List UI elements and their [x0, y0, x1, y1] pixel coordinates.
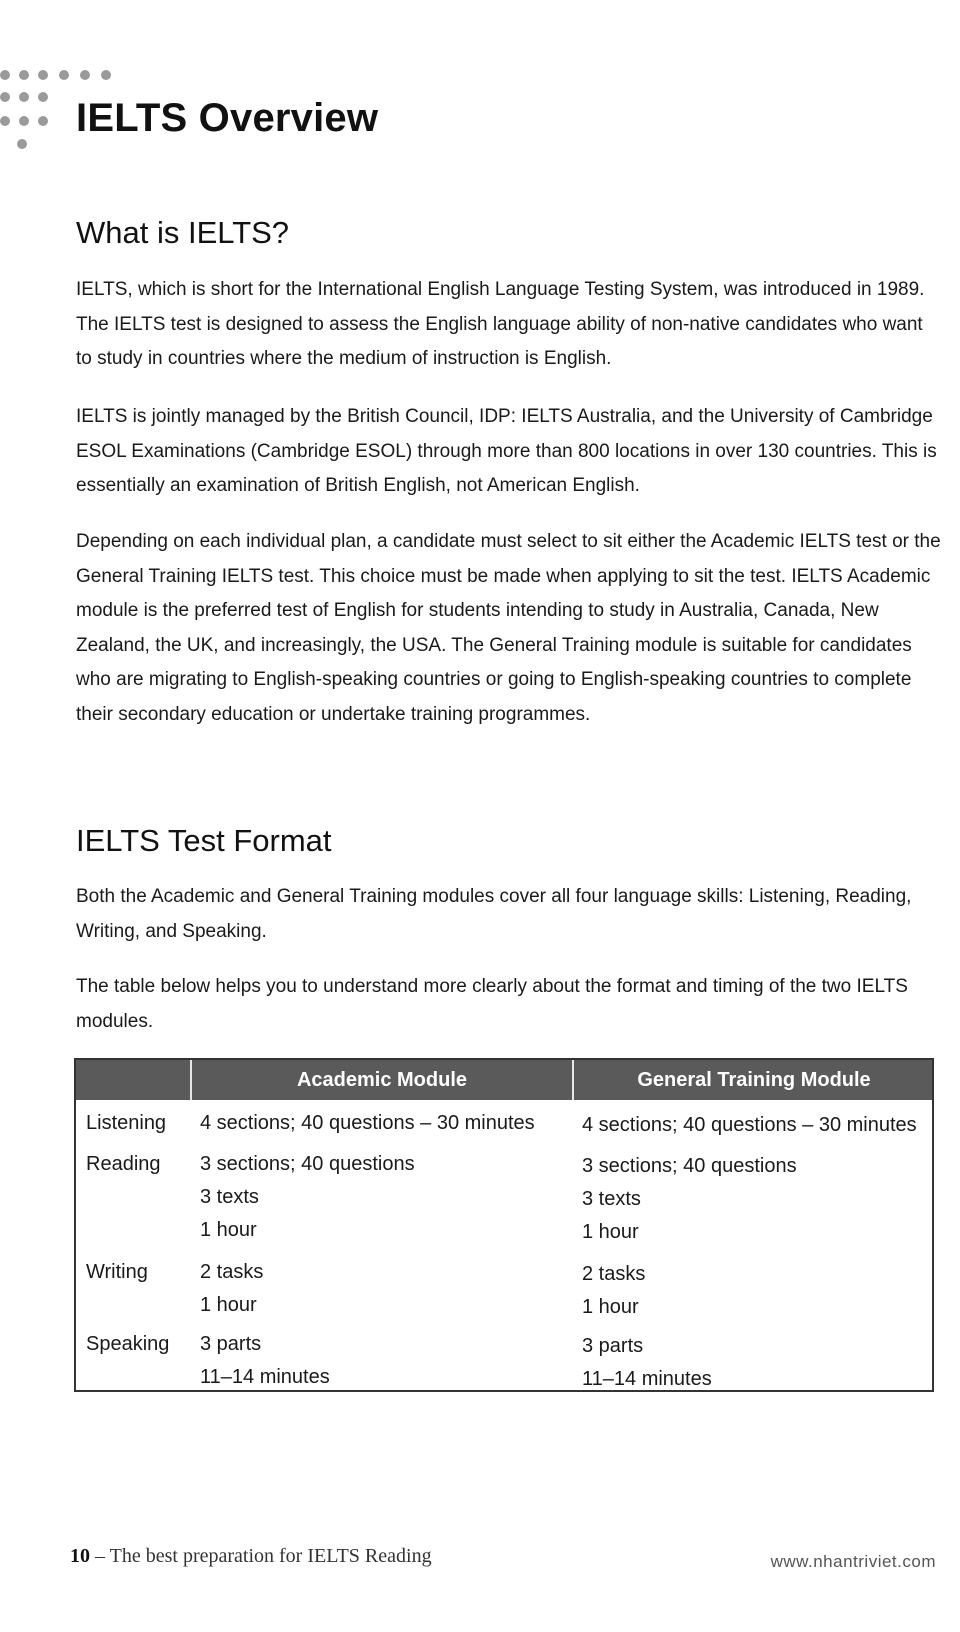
row-label-writing: Writing — [86, 1261, 148, 1283]
table-header — [76, 1060, 932, 1100]
general-reading-line3: 1 hour — [582, 1221, 639, 1243]
general-reading-line2: 3 texts — [582, 1188, 641, 1210]
paragraph-skills: Both the Academic and General Training modules cover all four language skills: Listening, Reading, Writing, and Speaking. — [76, 886, 912, 942]
book-title: – The best preparation for IELTS Reading — [90, 1545, 432, 1567]
academic-reading-line2: 3 texts — [200, 1186, 259, 1208]
footer-book-info — [70, 1545, 432, 1568]
academic-reading-line3: 1 hour — [200, 1219, 257, 1241]
general-writing-line1: 2 tasks — [582, 1263, 646, 1285]
general-listening-line1: 4 sections; 40 questions – 30 minutes — [582, 1114, 917, 1136]
table-header-general: General Training Module — [637, 1069, 871, 1091]
page-number: 10 — [70, 1545, 90, 1567]
academic-listening-line1: 4 sections; 40 questions – 30 minutes — [200, 1112, 535, 1134]
section-heading-test-format: IELTS Test Format — [76, 823, 332, 858]
paragraph-modules: Depending on each individual plan, a candidate must select to sit either the Academic IELTS test or the General Training IELTS test. This choice must be made when applying to sit the test. IELTS Academic module is the preferred test of English for students intending to study in Australia, Canada, New Zealand, the UK, and increasingly, the USA. The General Training module is suitable for candidates who are migrating to English-speaking countries or going to English-speaking countries to complete their secondary education or undertake training programmes. — [76, 531, 941, 725]
general-speaking-line2: 11–14 minutes — [582, 1368, 712, 1390]
table-header-empty — [76, 1060, 190, 1100]
academic-reading-line1: 3 sections; 40 questions — [200, 1153, 415, 1175]
general-speaking-line1: 3 parts — [582, 1335, 644, 1357]
paragraph-table-intro: The table below helps you to understand more clearly about the format and timing of the two IELTS modules. — [76, 976, 908, 1032]
academic-writing-line2: 1 hour — [200, 1294, 257, 1316]
footer-website: www.nhantriviet.com — [770, 1552, 936, 1571]
table-header-academic: Academic Module — [296, 1069, 468, 1091]
academic-writing-line1: 2 tasks — [200, 1261, 264, 1283]
paragraph-management: IELTS is jointly managed by the British Council, IDP: IELTS Australia, and the University of Cambridge ESOL Examinations (Cambridge ESOL) through more than 800 locations in over 130 countries. This is essentially an examination of British English, not American English. — [76, 406, 937, 496]
format-table — [74, 1058, 934, 1392]
general-reading-line1: 3 sections; 40 questions — [582, 1155, 797, 1177]
row-label-speaking: Speaking — [86, 1333, 170, 1355]
page-title: IELTS Overview — [76, 96, 379, 140]
paragraph-intro: IELTS, which is short for the International English Language Testing System, was introduced in 1989. The IELTS test is designed to assess the English language ability of non-native candidates who want to study in countries where the medium of instruction is English. — [76, 279, 925, 369]
academic-speaking-line1: 3 parts — [200, 1333, 262, 1355]
section-heading-what-is: What is IELTS? — [76, 215, 290, 250]
row-label-listening: Listening — [86, 1112, 167, 1134]
general-writing-line2: 1 hour — [582, 1296, 639, 1318]
academic-speaking-line2: 11–14 minutes — [200, 1366, 330, 1388]
row-label-reading: Reading — [86, 1153, 161, 1175]
